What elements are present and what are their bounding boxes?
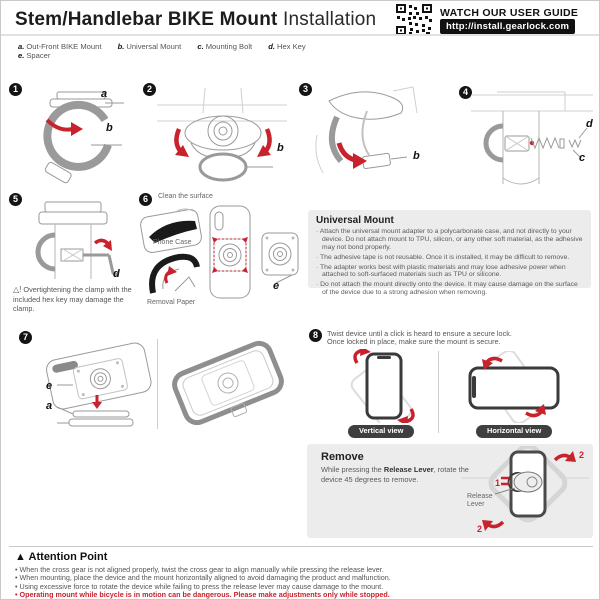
rotate-arrow-icon bbox=[555, 451, 576, 462]
step3-number: 3 bbox=[299, 83, 312, 96]
step1-label-a: a bbox=[101, 88, 108, 100]
step8-horizontal-illustration bbox=[456, 351, 574, 423]
warning-triangle-icon: ▲ bbox=[15, 551, 29, 563]
parts-legend-row2 bbox=[18, 51, 64, 60]
step8-vertical-illustration bbox=[341, 349, 427, 423]
down-arrow-icon bbox=[92, 395, 102, 409]
step2-label-b: b bbox=[277, 142, 284, 154]
step3-illustration bbox=[311, 85, 419, 185]
header-divider bbox=[1, 34, 600, 36]
step8-number: 8 bbox=[309, 329, 322, 342]
remove-step2-number-top: 2 bbox=[579, 450, 585, 460]
remove-step1-number: 1 bbox=[495, 478, 501, 488]
step1-number: 1 bbox=[9, 83, 22, 96]
universal-mount-title: Universal Mount bbox=[316, 215, 394, 226]
step6-number: 6 bbox=[139, 193, 152, 206]
step7-number: 7 bbox=[19, 331, 32, 344]
part-item: e. Spacer bbox=[18, 51, 51, 60]
rotate-arrow-icon bbox=[175, 129, 189, 157]
vertical-view-pill: Vertical view bbox=[348, 425, 414, 438]
parts-legend-row1 bbox=[18, 42, 320, 51]
step8-instructions: Twist device until a click is heard to ensure a secure lock. Once locked in place, make sure the mount is secure. bbox=[327, 329, 512, 347]
bullet-item: · The adhesive tape is not reusable. Once it is installed, it may be difficult to remove. bbox=[316, 253, 570, 261]
user-guide-url: http://install.gearlock.com bbox=[440, 19, 575, 34]
bullet-item: · The adapter works best with plastic materials and may lose adhesive power when attached to soft-surfaced materials such as TPU or silicone. bbox=[316, 263, 566, 279]
remove-text: While pressing the Release Lever, rotate the device 45 degrees to remove. bbox=[321, 465, 469, 484]
bullet-item: • Using excessive force to rotate the device while failing to press the release lever may cause damage to the mount. bbox=[15, 581, 384, 591]
part-item: c. Mounting Bolt bbox=[197, 42, 253, 51]
step3-label-b: b bbox=[413, 150, 420, 162]
rotate-arrow-icon bbox=[47, 120, 83, 136]
bullet-item: • When the cross gear is not aligned properly, twist the cross gear to align manually while pressing the release lever. bbox=[15, 565, 384, 574]
watch-user-guide-label: WATCH OUR USER GUIDE bbox=[440, 7, 579, 19]
step1-illustration bbox=[21, 87, 133, 187]
rotate-arrow-icon bbox=[339, 143, 367, 169]
page-title-light: Installation bbox=[277, 9, 377, 30]
step5-label-d: d bbox=[113, 268, 120, 280]
removal-paper-label: Removal Paper bbox=[147, 299, 196, 306]
step2-illustration bbox=[153, 85, 291, 185]
step7-label-a: a bbox=[46, 400, 53, 412]
page-title-bold: Stem/Handlebar BIKE Mount bbox=[15, 9, 278, 30]
step7-divider bbox=[157, 339, 158, 429]
universal-mount-infobox bbox=[308, 210, 591, 297]
bullet-item: · Do not attach the mount directly onto the device. It may cause damage on the surface of the device due to a strong adhesion when removing. bbox=[316, 281, 578, 297]
remove-title: Remove bbox=[321, 451, 364, 463]
part-item: b. Universal Mount bbox=[117, 42, 182, 51]
attention-title: ▲ Attention Point bbox=[15, 551, 108, 563]
page-title bbox=[15, 9, 376, 31]
step2-number: 2 bbox=[143, 83, 156, 96]
bullet-item-warning: • Operating mount while bicycle is in motion can be dangerous. Please make adjustments only while stopped. bbox=[15, 590, 390, 600]
step6-removal-paper-illustration bbox=[145, 251, 201, 297]
attention-divider bbox=[9, 546, 593, 547]
step5-warning: △! Overtightening the clamp with the included hex key may damage the clamp. bbox=[13, 285, 132, 314]
rotate-arrow-icon bbox=[482, 520, 503, 531]
step4-label-c: c bbox=[579, 152, 586, 164]
step4-label-d: d bbox=[586, 118, 593, 130]
step7-label-e: e bbox=[46, 380, 53, 392]
step5-illustration bbox=[15, 199, 129, 281]
rotate-arrow-icon bbox=[257, 129, 271, 157]
qr-code-icon bbox=[395, 3, 433, 36]
horizontal-view-pill: Horizontal view bbox=[476, 425, 552, 438]
step1-label-b: b bbox=[106, 122, 113, 134]
remove-step2-number-bottom: 2 bbox=[477, 524, 483, 534]
bullet-item: · Attach the universal mount adapter to a polycarbonate case, and not directly to your device. Do not attach mount to TPU, silicon, or any other soft material, as the adhesive may not bond properly. bbox=[316, 228, 583, 251]
step7-illustration-right bbox=[169, 337, 287, 429]
part-item: d. Hex Key bbox=[268, 42, 306, 51]
peel-arrow-icon bbox=[166, 266, 177, 283]
step6-label-e: e bbox=[273, 280, 280, 292]
step6-adapter-illustration bbox=[206, 201, 302, 305]
phone-case-label: Phone Case bbox=[153, 239, 192, 246]
step8-divider bbox=[438, 351, 439, 433]
release-lever-label: Release Lever bbox=[467, 493, 493, 508]
part-item: a. Out-Front BIKE Mount bbox=[18, 42, 102, 51]
step5-number: 5 bbox=[9, 193, 22, 206]
attention-bullets bbox=[15, 566, 593, 600]
step4-illustration bbox=[469, 86, 595, 188]
bullet-item: • When mounting, place the device and the mount horizontally aligned to avoid damaging the product and malfunction. bbox=[15, 573, 391, 583]
step4-number: 4 bbox=[459, 86, 472, 99]
warning-triangle-icon: △! bbox=[13, 285, 22, 294]
clean-surface-label: Clean the surface bbox=[158, 193, 213, 200]
remove-illustration bbox=[459, 446, 591, 536]
rotate-arrow-icon bbox=[95, 240, 112, 251]
